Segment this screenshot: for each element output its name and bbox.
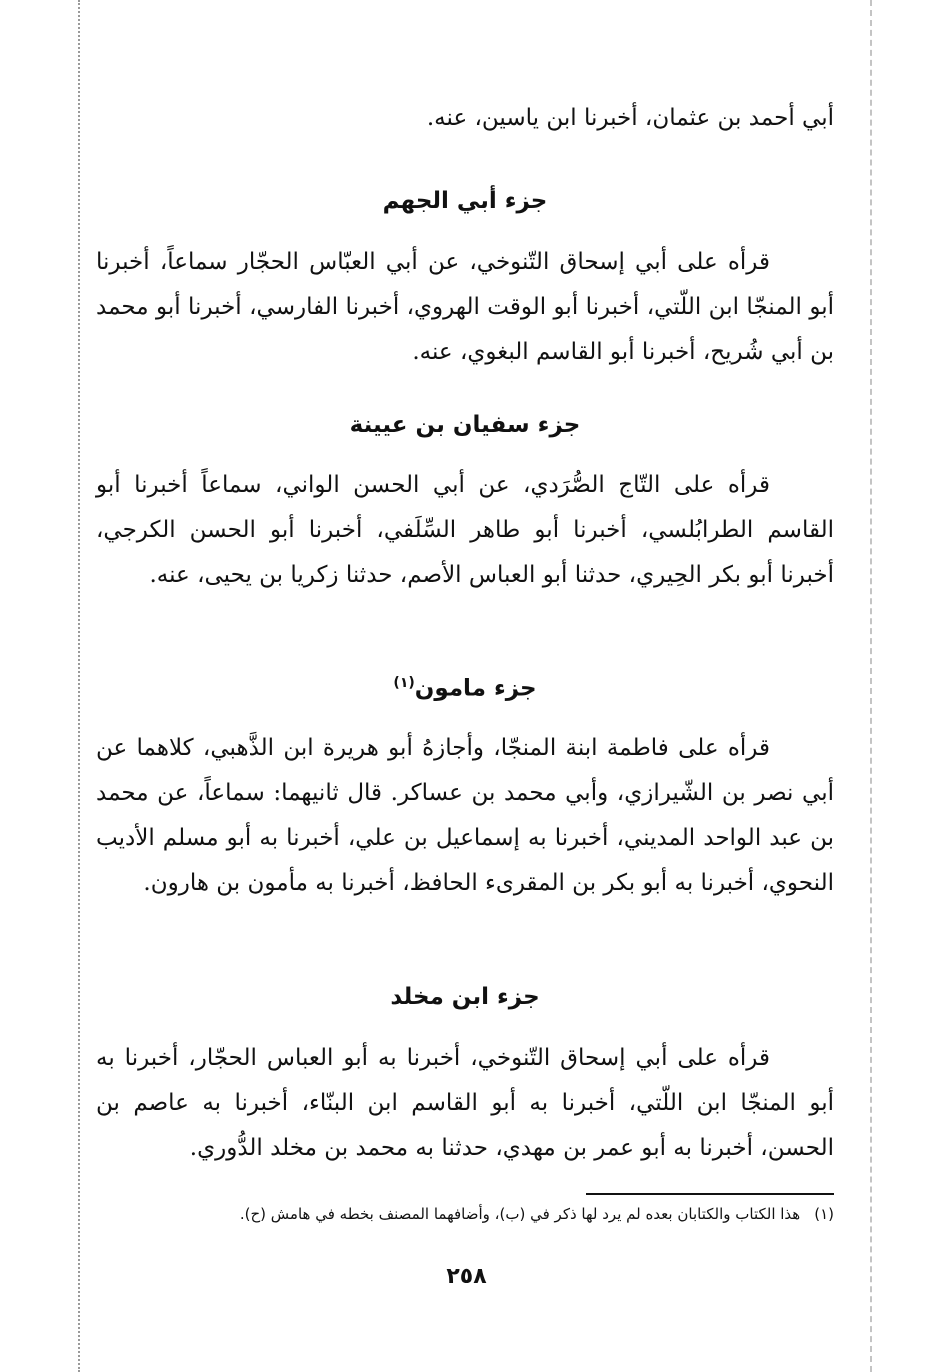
footnote (96, 1205, 834, 1223)
footnote-marker: (١) (814, 1205, 834, 1223)
section-heading-abi-al-jahm: جزء أبي الجهم (382, 188, 548, 214)
heading-text: جزء مامون (414, 675, 537, 702)
paragraph-ibn-makhlad: قرأه على أبي إسحاق التّنوخي، أخبرنا به أبو العباس الحجّار، أخبرنا به أبو المنجّا ابن اللّتي، أخبرنا به أبو القاسم ابن البنّاء، أخبرنا به عاصم بن الحسن، أخبرنا به أبو عمر بن مهدي، حدثنا به محمد بن مخلد الدُّوري. (96, 1045, 834, 1161)
paragraph-continuation: أبي أحمد بن عثمان، أخبرنا ابن ياسين، عنه. (426, 105, 834, 131)
paragraph-mamun: قرأه على فاطمة ابنة المنجّا، وأجازهُ أبو هريرة ابن الذَّهبي، كلاهما عن أبي نصر بن الشّيرازي، وأبي محمد بن عساكر. قال ثانيهما: سماعاً، عن محمد بن عبد الواحد المديني، أخبرنا به إسماعيل بن علي، أخبرنا به أبو مسلم الأديب النحوي، أخبرنا به أبو بكر بن المقرىء الحافظ، أخبرنا به مأمون بن هارون. (96, 735, 834, 896)
section-heading-mamun (96, 675, 834, 702)
section-heading-sufyan: جزء سفيان بن عيينة (349, 412, 581, 438)
footnote-text: هذا الكتاب والكتابان بعده لم يرد لها ذكر في (ب)، وأضافهما المصنف بخطه في هامش (ح). (239, 1205, 801, 1223)
page-number: ٢٥٨ (446, 1264, 487, 1289)
section-heading-ibn-makhlad: جزء ابن مخلد (390, 984, 540, 1010)
right-margin-dashed-line (870, 0, 872, 1372)
paragraph-sufyan: قرأه على التّاج الصُّرَدي، عن أبي الحسن الواني، سماعاً أخبرنا أبو القاسم الطرابُلسي، أخبرنا أبو طاهر السِّلَفي، أخبرنا أبو الحسن الكرجي، أخبرنا أبو بكر الحِيري، حدثنا أبو العباس الأصم، حدثنا زكريا بن يحيى، عنه. (96, 472, 834, 588)
footnote-separator (586, 1193, 834, 1195)
footnote-reference: (١) (393, 675, 415, 691)
paragraph-abi-al-jahm: قرأه على أبي إسحاق التّنوخي، عن أبي العبّاس الحجّار سماعاً، أخبرنا أبو المنجّا ابن اللّتي، أخبرنا أبو الوقت الهروي، أخبرنا الفارسي، أخبرنا أبو محمد بن أبي شُريح، أخبرنا أبو القاسم البغوي، عنه. (96, 249, 834, 365)
left-margin-dotted-line (78, 0, 80, 1372)
